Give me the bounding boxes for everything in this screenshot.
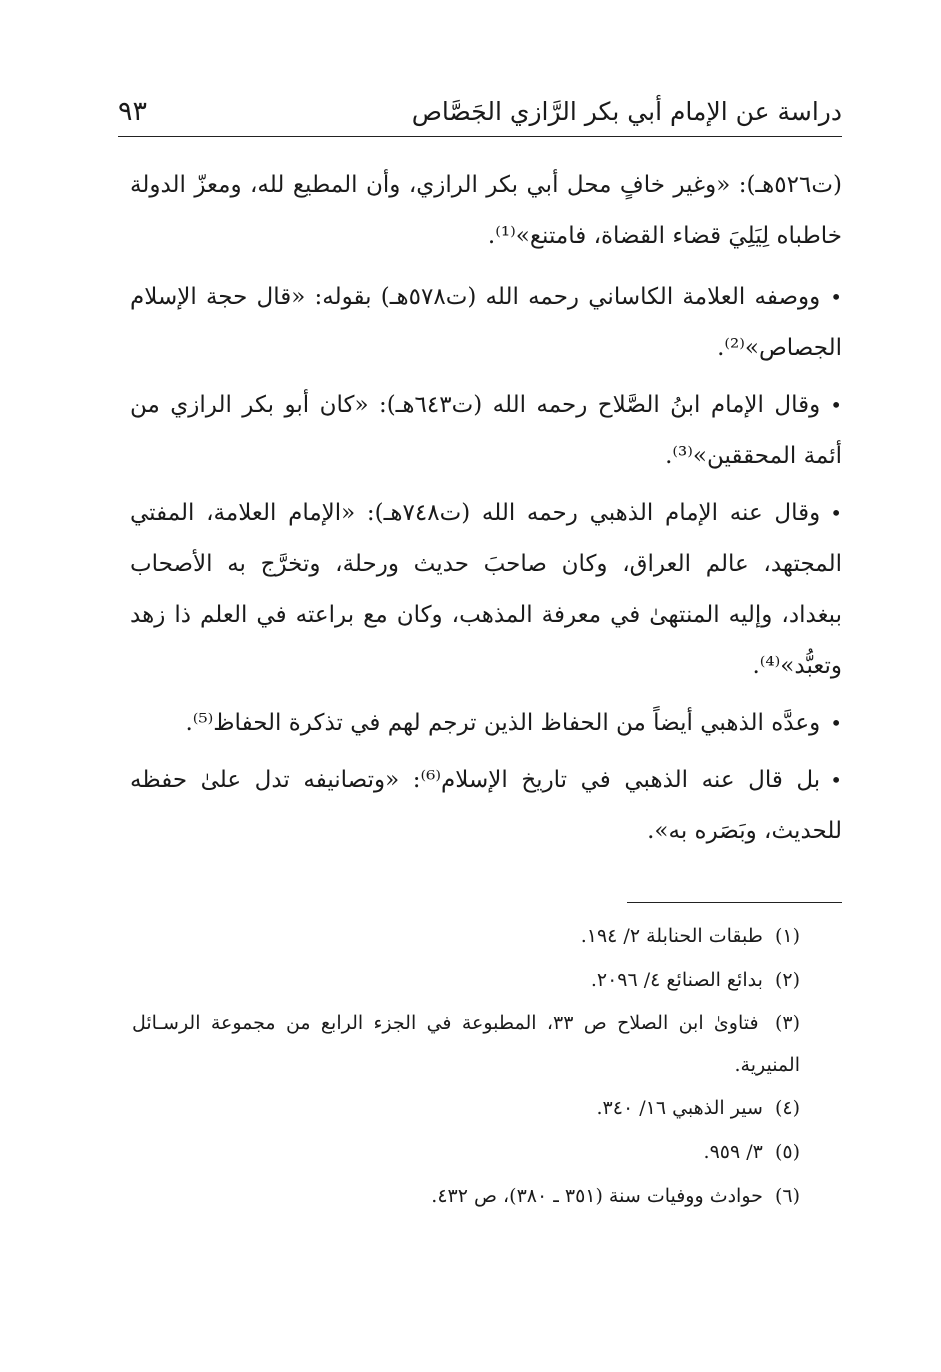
header-title: دراسة عن الإمام أبي بكر الرَّازي الجَصَّاص: [411, 97, 842, 126]
paragraph: [130, 160, 842, 262]
footnote-marker: (٣): [774, 1012, 800, 1034]
footnote: [132, 958, 840, 1002]
bullet-paragraph: [130, 272, 842, 374]
paragraph-text: (ت٥٢٦هـ): «وغير خافٍ محل أبي بكر الرازي، وأن المطيع لله، ومعزّ الدولة خاطباه لِيَلِيَ قضاء القضاة، فامتنع»⁽¹⁾.: [130, 172, 842, 249]
footnote-text: فتاوىٰ ابن الصلاح ص ٣٣، المطبوعة في الجزء الرابع من مجموعة الرسـائل المنيرية.: [132, 1012, 800, 1076]
footnotes: [132, 914, 840, 1218]
footnote-text: طبقات الحنابلة ٢/ ١٩٤.: [580, 925, 763, 947]
bullet-icon: •: [830, 501, 843, 525]
paragraph-text: ووصفه العلامة الكاساني رحمه الله (ت٥٧٨هـ) بقوله: «قال حجة الإسلام الجصاص»⁽²⁾.: [130, 284, 842, 361]
bullet-paragraph: [130, 488, 842, 692]
footnote-marker: (٤): [774, 1097, 800, 1119]
footnote-separator: [627, 902, 842, 903]
paragraph-text: بل قال عنه الذهبي في تاريخ الإسلام⁽⁶⁾: «وتصانيفه تدل علىٰ حفظه للحديث، وبَصَره به».: [130, 767, 842, 844]
footnote-marker: (١): [774, 925, 800, 947]
footnote-marker: (٦): [774, 1185, 800, 1207]
paragraph-text: وقال عنه الإمام الذهبي رحمه الله (ت٧٤٨هـ): «الإمام العلامة، المفتي المجتهد، عالم العراق، وكان صاحبَ حديث ورحلة، وتخرَّج به الأصحاب ببغداد، وإليه المنتهىٰ في معرفة المذهب، وكان مع براعته في العلم ذا زهد وتعبُّد»⁽⁴⁾.: [130, 500, 842, 679]
bullet-icon: •: [830, 285, 843, 309]
bullet-icon: •: [830, 711, 842, 735]
footnote-text: سير الذهبي ١٦/ ٣٤٠.: [596, 1097, 763, 1119]
bullet-paragraph: [130, 755, 842, 857]
bullet-icon: •: [830, 768, 842, 792]
page-number: ٩٣: [118, 96, 148, 127]
running-header: [118, 92, 842, 132]
footnote: [132, 1002, 840, 1086]
body-text: [130, 160, 842, 863]
footnote-marker: (٥): [774, 1141, 800, 1163]
footnote-text: حوادث ووفيات سنة (٣٥١ ـ ٣٨٠)، ص ٤٣٢.: [431, 1185, 763, 1207]
bullet-paragraph: [130, 698, 842, 749]
footnote-text: بدائع الصنائع ٤/ ٢٠٩٦.: [590, 969, 763, 991]
paragraph-text: وعدَّه الذهبي أيضاً من الحفاظ الذين ترجم لهم في تذكرة الحفاظ⁽⁵⁾.: [185, 710, 821, 736]
footnote-text: ٣/ ٩٥٩.: [703, 1141, 763, 1163]
footnote: [132, 1086, 840, 1130]
bullet-icon: •: [830, 393, 842, 417]
footnote: [132, 1174, 840, 1218]
footnote: [132, 914, 840, 958]
footnote-marker: (٢): [774, 969, 800, 991]
footnote: [132, 1130, 840, 1174]
bullet-paragraph: [130, 380, 842, 482]
paragraph-text: وقال الإمام ابنُ الصَّلاح رحمه الله (ت٦٤٣هـ): «كان أبو بكر الرازي من أئمة المحققين»⁽³⁾.: [130, 392, 842, 469]
header-rule: [118, 136, 842, 137]
